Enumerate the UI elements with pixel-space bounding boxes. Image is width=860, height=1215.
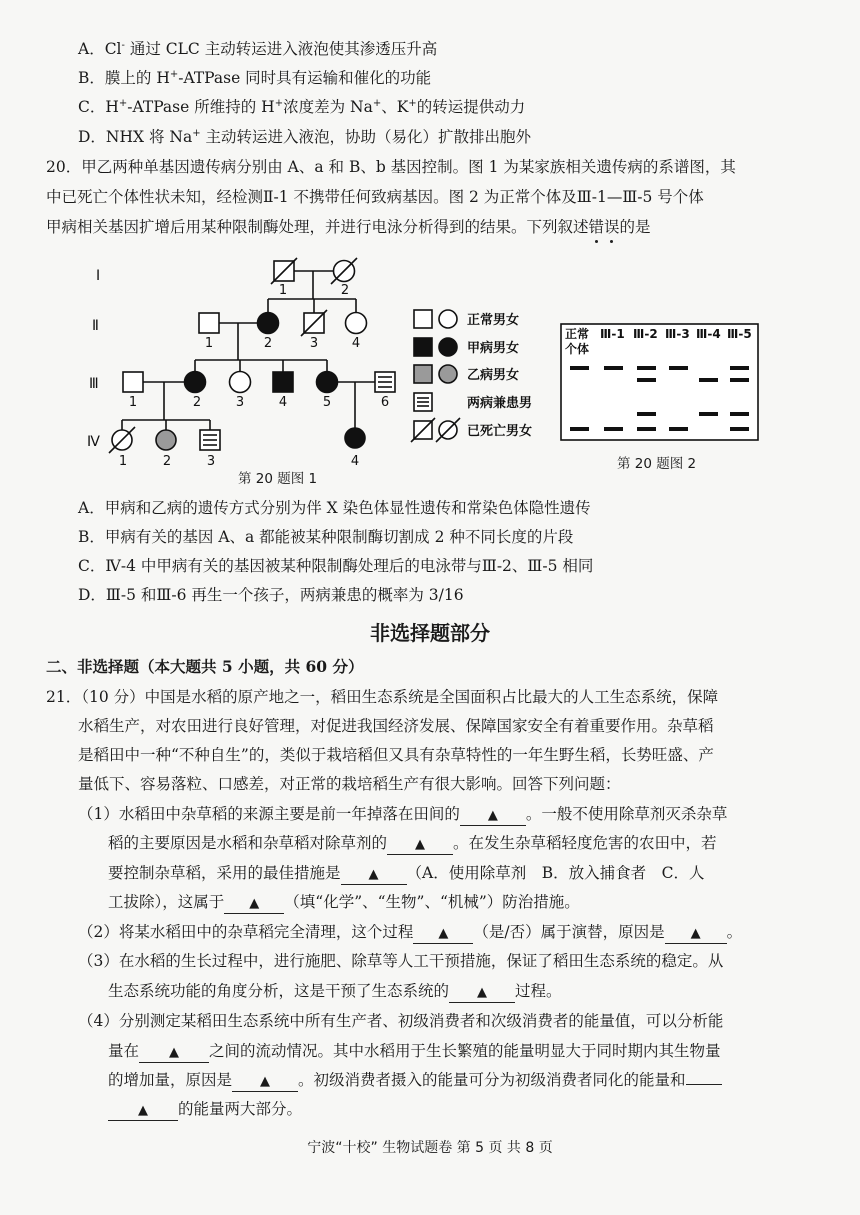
gel-header-lane: Ⅲ-3 <box>665 327 690 341</box>
individual-number: 3 <box>235 395 245 410</box>
pedigree-female-normal <box>346 313 367 334</box>
q20-stem-line1: 20．甲乙两种单基因遗传病分别由 A、a 和 B、b 基因控制。图 1 为某家族相关遗传病的系谱图，其 <box>46 158 736 176</box>
answer-blank[interactable]: ▲ <box>413 923 473 944</box>
gel-header-normal: 正常 <box>565 327 590 341</box>
q19-option-b: B．膜上的 H+-ATPase 同时具有运输和催化的功能 <box>78 68 432 87</box>
gel-box <box>561 324 758 440</box>
q19-option-a: A．Cl- 通过 CLC 主动转运进入液泡使其渗透压升高 <box>78 39 438 58</box>
pedigree-male-normal <box>123 372 143 392</box>
q21-intro-line: 是稻田中一种“不种自生”的，类似于栽培稻但又具有杂草特性的一年生野生稻，长势旺盛、产 <box>78 746 714 764</box>
emphasis-char: 错 <box>588 218 605 236</box>
individual-number: 4 <box>351 336 361 351</box>
answer-blank[interactable]: ▲ <box>341 864 407 885</box>
fig2-caption: 第 20 题图 2 <box>617 456 697 472</box>
pedigree-male-affected-a <box>273 372 293 392</box>
q21-intro-line: 水稻生产，对农田进行良好管理，对促进我国经济发展、保障国家安全有着重要作用。杂草稻 <box>78 717 714 735</box>
q21-part3-line1: （3）在水稻的生长过程中，进行施肥、除草等人工干预措施，保证了稻田生态系统的稳定。从 <box>78 952 724 970</box>
q21-part1-line4: 工拔除），这属于 ▲ （填“化学”、“生物”、“机械”）防治措施。 <box>108 891 580 914</box>
legend-normal: 正常男女 <box>467 313 520 328</box>
q21-part4-line1: （4）分别测定某稻田生态系统中所有生产者、初级消费者和次级消费者的能量值，可以分析能 <box>78 1012 724 1030</box>
individual-number: 2 <box>263 336 273 351</box>
section-title: 非选择题部分 <box>370 621 490 645</box>
pedigree-female-affected-a <box>345 428 365 448</box>
pedigree-female-affected-b <box>156 430 176 450</box>
generation-label: Ⅲ <box>89 376 99 392</box>
gel-header-lane: Ⅲ-1 <box>600 327 625 341</box>
generation-label: Ⅳ <box>87 434 100 450</box>
q20-option-b: B．甲病有关的基因 A、a 都能被某种限制酶切割成 2 种不同长度的片段 <box>78 528 574 546</box>
individual-number: 2 <box>162 454 172 469</box>
q21-part1-line2: 稻的主要原因是水稻和杂草稻对除草剂的 ▲ 。在发生杂草稻轻度危害的农田中，若 <box>108 832 717 855</box>
individual-number: 3 <box>206 454 216 469</box>
individual-number: 1 <box>278 283 288 298</box>
generation-label: Ⅱ <box>92 318 99 334</box>
q21-part1-line3: 要控制杂草稻，采用的最佳措施是 ▲ （A．使用除草剂 B．放入捕食者 C．人 <box>108 862 704 885</box>
q21-part4-line3: 的增加量，原因是 ▲ 。初级消费者摄入的能量可分为初级消费者同化的能量和 <box>108 1069 722 1092</box>
individual-number: 5 <box>322 395 332 410</box>
q19-option-d: D．NHX 将 Na+ 主动转运进入液泡，协助（易化）扩散排出胞外 <box>78 127 532 146</box>
individual-number: 2 <box>340 283 350 298</box>
generation-label: Ⅰ <box>96 268 101 284</box>
gel-header-lane: Ⅲ-2 <box>633 327 658 341</box>
legend-both-diseases: 两病兼患男 <box>467 396 533 411</box>
answer-blank-start[interactable] <box>686 1084 722 1085</box>
q21-part3-line2: 生态系统功能的角度分析，这是干预了生态系统的 ▲ 过程。 <box>108 980 562 1003</box>
answer-blank[interactable]: ▲ <box>139 1042 209 1063</box>
individual-number: 4 <box>350 454 360 469</box>
page-footer: 宁波“十校” 生物试题卷 第 5 页 共 8 页 <box>307 1140 553 1156</box>
answer-blank[interactable]: ▲ <box>449 982 515 1003</box>
answer-blank[interactable]: ▲ <box>232 1071 298 1092</box>
pedigree-female-normal <box>230 372 251 393</box>
gel-header-lane: Ⅲ-4 <box>696 327 721 341</box>
pedigree-female-affected-a <box>317 372 338 393</box>
gel-header-lane: Ⅲ-5 <box>727 327 752 341</box>
individual-number: 3 <box>309 336 319 351</box>
individual-number: 6 <box>380 395 390 410</box>
q20-option-a: A．甲病和乙病的遗传方式分别为伴 X 染色体显性遗传和常染色体隐性遗传 <box>78 499 591 517</box>
q20-option-d: D．Ⅲ-5 和Ⅲ-6 再生一个孩子，两病兼患的概率为 3/16 <box>78 586 464 604</box>
individual-number: 2 <box>192 395 202 410</box>
q21-intro-line: 21．（10 分）中国是水稻的原产地之一，稻田生态系统是全国面积占比最大的人工生态系统，保障 <box>46 688 719 706</box>
q20-option-c: C．Ⅳ-4 中甲病有关的基因被某种限制酶处理后的电泳带与Ⅲ-2、Ⅲ-5 相同 <box>78 557 594 575</box>
q21-part1-line1: （1）水稻田中杂草稻的来源主要是前一年掉落在田间的 ▲ 。一般不使用除草剂灭杀杂草 <box>78 803 727 826</box>
answer-blank[interactable]: ▲ <box>108 1100 178 1121</box>
q21-intro-line: 量低下、容易落粒、口感差，对正常的栽培稻生产有很大影响。回答下列问题： <box>78 775 621 793</box>
pedigree-female-affected-a <box>258 313 279 334</box>
part2-heading: 二、非选择题（本大题共 5 小题，共 60 分） <box>46 657 364 676</box>
q20-stem-line2: 中已死亡个体性状未知，经检测Ⅱ-1 不携带任何致病基因。图 2 为正常个体及Ⅲ-1—Ⅲ-5 号个体 <box>46 188 704 206</box>
q21-part4-line4: ▲ 的能量两大部分。 <box>108 1098 302 1121</box>
pedigree-male-normal <box>199 313 219 333</box>
individual-number: 1 <box>118 454 128 469</box>
legend-disease-a: 甲病男女 <box>467 341 520 356</box>
fig1-caption: 第 20 题图 1 <box>238 471 318 487</box>
emphasis-char: 误 <box>604 218 620 236</box>
answer-blank[interactable]: ▲ <box>665 923 727 944</box>
pedigree-female-affected-a <box>185 372 206 393</box>
answer-blank[interactable]: ▲ <box>224 893 284 914</box>
individual-number: 4 <box>278 395 288 410</box>
individual-number: 1 <box>128 395 138 410</box>
q19-option-c: C．H+-ATPase 所维持的 H+浓度差为 Na+、K+的转运提供动力 <box>78 97 526 116</box>
individual-number: 1 <box>204 336 214 351</box>
answer-blank[interactable]: ▲ <box>387 834 453 855</box>
q21-part2: （2）将某水稻田中的杂草稻完全清理，这个过程 ▲ （是/否）属于演替，原因是 ▲ 。 <box>78 921 742 944</box>
legend-disease-b: 乙病男女 <box>467 368 520 383</box>
answer-blank[interactable]: ▲ <box>460 805 526 826</box>
q20-stem-line3: 甲病相关基因扩增后用某种限制酶处理，并进行电泳分析得到的结果。下列叙述错误的是 <box>46 218 651 236</box>
q21-part4-line2: 量在 ▲ 之间的流动情况。其中水稻用于生长繁殖的能量明显大于同时期内其生物量 <box>108 1040 721 1063</box>
gel-header-normal-sub: 个体 <box>565 342 590 356</box>
legend-deceased: 已死亡男女 <box>467 424 533 439</box>
